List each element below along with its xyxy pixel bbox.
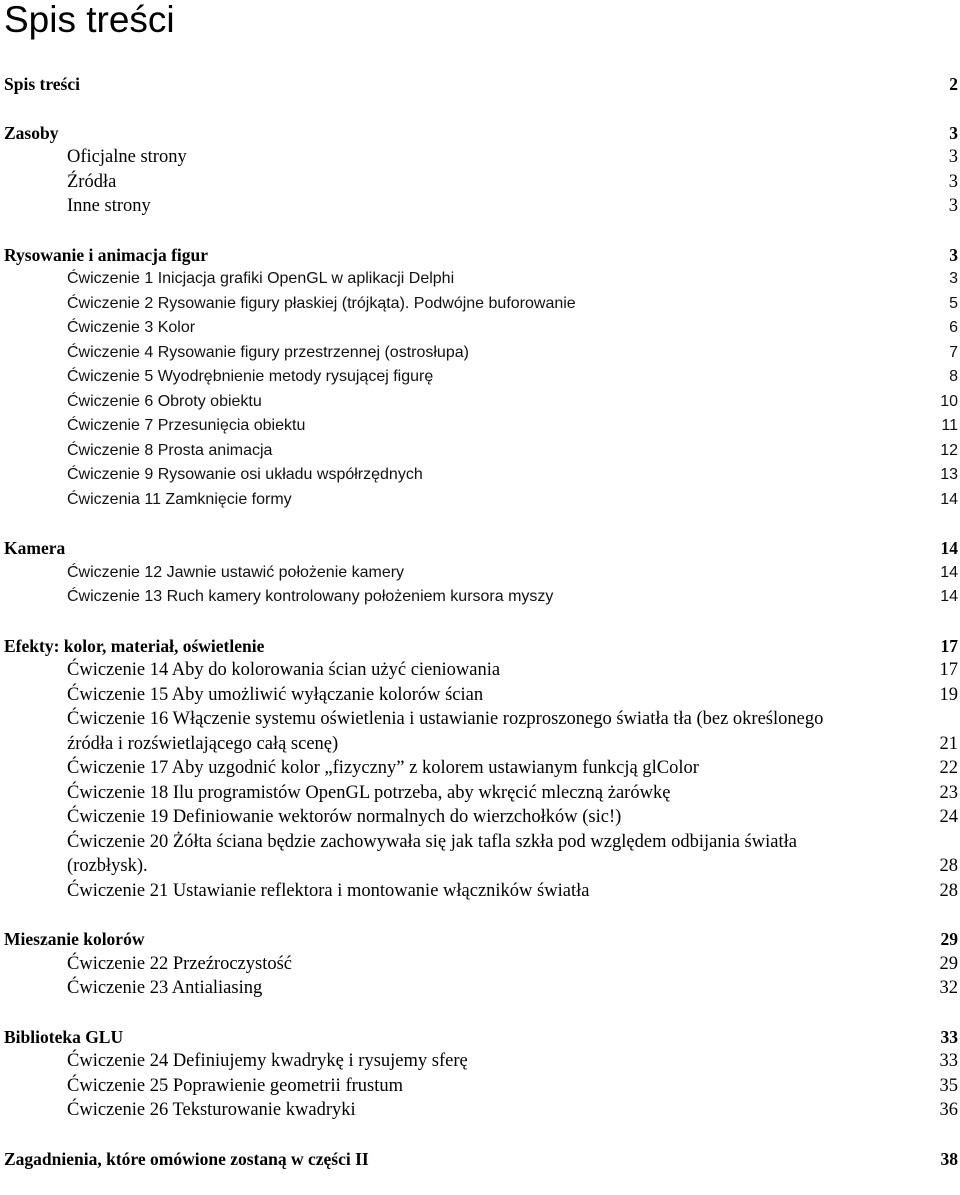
toc-entry-title: Ćwiczenie 6 Obroty obiektu — [67, 392, 262, 410]
table-of-contents — [0, 72, 960, 1195]
toc-entry-title: Ćwiczenie 18 Ilu programistów OpenGL potrzeba, aby wkręcić mleczną żarówkę — [67, 782, 671, 803]
toc-entry[interactable] — [0, 414, 960, 439]
toc-entry-title: Ćwiczenie 24 Definiujemy kwadrykę i rysujemy sferę — [67, 1051, 468, 1071]
toc-entry-title: (rozbłysk). — [67, 856, 148, 876]
toc-page-number: 11 — [941, 417, 958, 434]
toc-section-title: Biblioteka GLU — [4, 1026, 124, 1047]
toc-entry[interactable] — [0, 341, 960, 366]
toc-section — [0, 1025, 960, 1123]
toc-entry[interactable] — [0, 805, 960, 830]
toc-entry-title: Źródła — [67, 171, 117, 192]
toc-section-heading[interactable] — [0, 121, 960, 146]
toc-entry[interactable] — [0, 194, 960, 219]
toc-entry-title: Ćwiczenie 25 Poprawienie geometrii frustum — [67, 1075, 403, 1096]
toc-entry-title: Ćwiczenie 16 Włączenie systemu oświetlenia i ustawianie rozproszonego światła tła (bez określonego — [67, 709, 824, 729]
toc-page-number: 22 — [939, 758, 958, 778]
toc-section-heading[interactable] — [0, 243, 960, 268]
toc-page-number: 24 — [939, 807, 958, 827]
toc-page-number: 29 — [939, 953, 958, 974]
toc-section-heading[interactable] — [0, 927, 960, 952]
toc-page-number: 14 — [940, 563, 958, 581]
toc-page-number: 36 — [939, 1100, 958, 1120]
toc-entry-title: Inne strony — [67, 196, 151, 216]
toc-entry-title: Ćwiczenie 3 Kolor — [67, 319, 196, 336]
toc-page-number: 33 — [939, 1051, 958, 1071]
toc-entry[interactable] — [0, 463, 960, 488]
toc-page-number: 6 — [949, 319, 958, 336]
toc-page-number: 28 — [939, 880, 958, 901]
toc-section-title: Zasoby — [4, 122, 59, 143]
toc-page-number: 32 — [939, 978, 958, 998]
toc-page-number: 17 — [940, 635, 958, 656]
toc-section-heading[interactable] — [0, 1025, 960, 1050]
toc-page-number: 14 — [940, 588, 958, 605]
toc-entry-title: Oficjalne strony — [67, 147, 187, 167]
toc-entry-title: Ćwiczenie 22 Przeźroczystość — [67, 953, 292, 974]
toc-entry[interactable] — [0, 658, 960, 683]
toc-page-number: 23 — [939, 782, 958, 803]
toc-entry[interactable] — [0, 390, 960, 415]
toc-page-number: 21 — [939, 733, 958, 754]
toc-page-number: 3 — [948, 147, 958, 167]
toc-entry-title: źródła i rozświetlającego całą scenę) — [67, 733, 339, 754]
toc-entry-title: Ćwiczenie 12 Jawnie ustawić położenie kamery — [67, 563, 405, 581]
toc-entry[interactable] — [0, 561, 960, 586]
toc-section-title: Spis treści — [4, 74, 80, 94]
page-title: Spis treści — [4, 0, 175, 40]
toc-page-number: 17 — [939, 660, 958, 680]
toc-page-number: 2 — [949, 74, 958, 94]
toc-page-number: 12 — [940, 441, 958, 459]
toc-section-heading[interactable] — [0, 1147, 960, 1172]
toc-entry-title: Ćwiczenie 4 Rysowanie figury przestrzennej (ostrosłupa) — [67, 343, 469, 361]
toc-section-title: Mieszanie kolorów — [4, 929, 145, 949]
toc-section — [0, 927, 960, 1001]
toc-entry-title: Ćwiczenie 15 Aby umożliwić wyłączanie kolorów ścian — [67, 684, 484, 705]
toc-entry[interactable] — [0, 170, 960, 195]
toc-page-number: 3 — [949, 244, 958, 265]
toc-entry[interactable] — [0, 316, 960, 341]
toc-entry[interactable] — [0, 292, 960, 317]
toc-entry-title: Ćwiczenie 26 Teksturowanie kwadryki — [67, 1100, 356, 1120]
toc-page-number: 19 — [939, 684, 958, 705]
toc-section — [0, 1147, 960, 1172]
toc-page-number: 10 — [940, 392, 958, 410]
toc-entry[interactable] — [0, 439, 960, 464]
toc-page-number: 35 — [939, 1075, 958, 1096]
toc-page-number: 3 — [949, 122, 958, 143]
toc-page-number: 13 — [940, 466, 958, 483]
toc-entry[interactable] — [0, 1098, 960, 1123]
toc-section — [0, 121, 960, 219]
toc-entry[interactable] — [0, 976, 960, 1001]
toc-page-number: 28 — [939, 856, 958, 876]
toc-entry-title: Ćwiczenie 23 Antialiasing — [67, 978, 263, 998]
toc-page-number: 14 — [940, 490, 958, 508]
toc-section — [0, 634, 960, 904]
toc-entry[interactable] — [0, 1074, 960, 1099]
toc-section-title: Kamera — [4, 538, 66, 558]
toc-entry-title: Ćwiczenie 2 Rysowanie figury płaskiej (trójkąta). Podwójne buforowanie — [67, 294, 576, 312]
toc-entry-title: Ćwiczenie 7 Przesunięcia obiektu — [67, 417, 306, 434]
toc-entry[interactable] — [0, 488, 960, 513]
toc-page-number: 3 — [948, 171, 958, 192]
toc-entry[interactable] — [0, 830, 960, 879]
toc-page-number: 14 — [940, 538, 958, 558]
toc-entry-title: Ćwiczenie 13 Ruch kamery kontrolowany położeniem kursora myszy — [67, 588, 554, 605]
toc-section — [0, 72, 960, 97]
toc-entry-title: Ćwiczenie 5 Wyodrębnienie metody rysującej figurę — [67, 368, 434, 385]
toc-entry-title: Ćwiczenie 14 Aby do kolorowania ścian użyć cieniowania — [67, 660, 501, 680]
toc-entry-title: Ćwiczenie 8 Prosta animacja — [67, 441, 273, 459]
toc-entry[interactable] — [0, 952, 960, 977]
toc-section-title: Rysowanie i animacja figur — [4, 244, 209, 265]
toc-page-number: 7 — [949, 343, 958, 361]
toc-section-heading[interactable] — [0, 634, 960, 659]
toc-entry-title: Ćwiczenie 17 Aby uzgodnić kolor „fizyczny” z kolorem ustawianym funkcją glColor — [67, 758, 699, 778]
toc-page-number: 3 — [948, 196, 958, 216]
toc-entry-title: Ćwiczenie 9 Rysowanie osi układu współrzędnych — [67, 466, 423, 483]
toc-entry[interactable] — [0, 879, 960, 904]
toc-section — [0, 243, 960, 513]
toc-entry[interactable] — [0, 781, 960, 806]
toc-section-title: Efekty: kolor, materiał, oświetlenie — [4, 635, 265, 656]
toc-entry-title: Ćwiczenie 21 Ustawianie reflektora i montowanie włączników światła — [67, 880, 590, 901]
toc-page-number: 33 — [940, 1026, 958, 1047]
toc-entry-title: Ćwiczenia 11 Zamknięcie formy — [67, 490, 292, 508]
toc-entry[interactable] — [0, 707, 960, 756]
toc-section-heading[interactable] — [0, 72, 960, 97]
toc-page-number: 5 — [949, 294, 958, 312]
toc-entry[interactable] — [0, 267, 960, 292]
toc-page-number: 29 — [940, 929, 958, 949]
toc-section-title: Zagadnienia, które omówione zostaną w części II — [4, 1148, 369, 1169]
toc-entry[interactable] — [0, 1049, 960, 1074]
toc-page-number: 8 — [949, 368, 958, 385]
toc-entry[interactable] — [0, 756, 960, 781]
toc-entry-title: Ćwiczenie 1 Inicjacja grafiki OpenGL w aplikacji Delphi — [67, 270, 455, 287]
toc-entry[interactable] — [0, 365, 960, 390]
toc-entry[interactable] — [0, 145, 960, 170]
toc-entry-title: Ćwiczenie 20 Żółta ściana będzie zachowywała się jak tafla szkła pod względem odbijania światła — [67, 831, 797, 852]
toc-entry[interactable] — [0, 683, 960, 708]
toc-section — [0, 536, 960, 610]
toc-section-heading[interactable] — [0, 536, 960, 561]
toc-page-number: 38 — [940, 1148, 958, 1169]
toc-entry-title: Ćwiczenie 19 Definiowanie wektorów normalnych do wierzchołków (sic!) — [67, 807, 622, 827]
toc-entry[interactable] — [0, 585, 960, 610]
toc-page-number: 3 — [949, 270, 958, 287]
